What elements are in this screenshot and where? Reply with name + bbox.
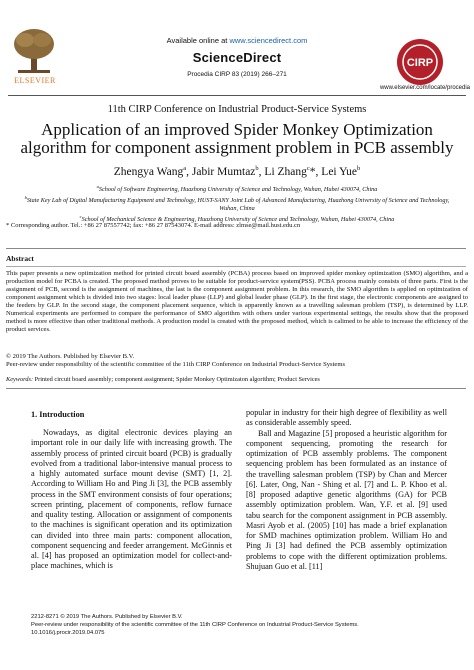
sciencedirect-title: ScienceDirect bbox=[192, 50, 282, 65]
journal-reference: Procedia CIRP 83 (2019) 266–271 bbox=[187, 71, 287, 78]
section-heading: 1. Introduction bbox=[31, 410, 85, 419]
keywords-text: Printed circuit board assembly; component assignment; Spider Monkey Optimizaton algorithm; Product Services bbox=[33, 376, 320, 383]
abstract-heading: Abstract bbox=[6, 254, 34, 263]
sciencedirect-link[interactable]: www.sciencedirect.com bbox=[229, 36, 308, 45]
author-name: Jabir Mumtaz bbox=[191, 165, 256, 178]
author-name: Zhengya Wang bbox=[113, 165, 184, 178]
footer-peer-review: Peer-review under responsibility of the scientific committee of the 11th CIRP Conference on Industrial Product-Service Systems. bbox=[31, 621, 359, 628]
left-column bbox=[31, 428, 232, 572]
paragraph: Nowadays, as digital electronic devices playing an important role in our daily life with increasing growth. The assembly process of printed circuit board (PCB) is gradually evolved from a traditional labor-intensive manual process to a highly automated surface mount devise (SMT) [1, 2]. According to William Ho and Ping Ji [3], the PCB assembly process in the SMT environment consists of four operations; screen printing, placement of components, reflow furnace and quality testing. Allocation or assignment of components to the machines is significant operation and its optimization can divided into three main parts: component allocation, component sequencing and feeder arrangement. McGinnis et al. [4] has proposed an optimization model for collect-and-place machines, which is bbox=[31, 428, 232, 571]
affiliation-item: $^b$State Key Lab of Digital Manufacturing Equipment and Technology, HUST-SANY Joint Lab of Advanced Manufacturing, Huazhong University of Science and Technology, Wuhan, China bbox=[24, 194, 450, 212]
cirp-logo bbox=[396, 38, 444, 86]
paper-title: Application of an improved Spider Monkey Optimization algorithm for component assignment problem in PCB assembly bbox=[20, 120, 454, 157]
footer bbox=[31, 614, 461, 637]
copyright-block bbox=[6, 353, 468, 369]
footer-issn: 2212-8271 © 2019 The Authors. Published by Elsevier B.V. bbox=[31, 614, 183, 620]
author-affil-mark: b bbox=[255, 165, 259, 172]
author-name: Li Zhang bbox=[264, 165, 307, 178]
author-affil-mark: b bbox=[356, 165, 361, 172]
abstract-text: This paper presents a new optimization method for printed circuit board assembly (PCBA) process based on improved spider monkey optimization (SMO) algorithm, and a production model for PCBA is created. The proposed method proves to be suitable for product-service system(PSS). PCBA process mainly consists of three parts. First is the assignment of PCB, second is the assignment of machines, the last is the component assignment problem. In this research, the SMO algorithm is applied on optimization of component assignment which is divided into two stages: local leader phase (LLP) and global leader phase (GLP). In the first stage, the electronic components are assigned to the feeders by GLP. In the second stage, the component placement sequence, which is apparently known as a travelling salesman problem (TSP), is determined by LLP. Numerical experiments are performed to compare the performance of SMO algorithm with others under various experimental settings, the results show that the proposed method is more effective than other traditional methods. A production model is created with the proposed method, which is calimed to be able to increase the efficiency of the product services. bbox=[6, 270, 468, 334]
copyright-line: © 2019 The Authors. Published by Elsevier B.V. bbox=[6, 353, 135, 360]
available-prefix: Available online at bbox=[166, 36, 230, 45]
keywords bbox=[6, 376, 468, 383]
right-column bbox=[246, 408, 447, 572]
cirp-logo-text: CIRP bbox=[406, 57, 434, 69]
divider bbox=[6, 388, 466, 389]
paragraph: Ball and Magazine [5] proposed a heuristic algorithm for component sequencing, promoting the research for optimization of PCB assembly problems. The component sequencing problem has been formulated as an instance of the travelling salesman problem (TSP) by Chan and Mercer [6]. Later, Ong, Nan - Shing et al. [7] and L. P. Khoo et al. [8] proposed adaptive genetic algorithms (GA) for PCB assembly optimization problem. Wan, Y.F. et al. [9] used tabu search for the component assignment in PCB assembly. Masri Ayob et al. (2005) [10] has made a brief explanation for SMD machines optimization problem. William Ho and Ping Ji [3] had defined the PCB assembly optimization problems to cope with the different optimization problems. Shujuan Guo et al. [11] bbox=[246, 428, 447, 571]
paragraph: popular in industry for their high degree of flexibility as well as considerable assembly speed. bbox=[246, 408, 447, 428]
divider bbox=[6, 266, 466, 267]
affiliation-item: $^a$School of Software Engineering, Huazhong University of Science and Technology, Wuhan, Hubei 430074, China bbox=[96, 184, 378, 194]
author-name: Lei Yue bbox=[321, 165, 357, 178]
keywords-label: Keywords: bbox=[6, 376, 34, 383]
author-affil-mark: a bbox=[183, 165, 187, 172]
corresponding-author: * Corresponding author. Tel.: +86 27 87557742; fax: +86 27 87543074. E-mail address: zlmse@mail.hust.edu.cn bbox=[6, 222, 301, 229]
corresponding-star: * bbox=[309, 165, 316, 178]
header-rule bbox=[8, 95, 466, 96]
affiliations bbox=[20, 183, 454, 223]
conference-name: 11th CIRP Conference on Industrial Product-Service Systems bbox=[107, 104, 367, 115]
author-list: Zhengya Wang$^a$, Jabir Mumtaz$^b$, Li Zhang$^c$*, Lei Yue$^b$ bbox=[113, 165, 361, 178]
footer-doi[interactable]: 10.1016/j.procir.2019.04.075 bbox=[31, 629, 105, 636]
divider bbox=[6, 248, 466, 249]
cirp-url[interactable]: www.elsevier.com/locate/procedia bbox=[379, 85, 470, 91]
author-affil-mark: c bbox=[306, 165, 310, 172]
affiliation-item: $^c$School of Mechanical Science & Engineering, Huazhong University of Science and Technology, Wuhan, Hubei 430074, China bbox=[79, 213, 395, 223]
elsevier-wordmark: ELSEVIER bbox=[14, 76, 56, 85]
peer-review-line: Peer-review under responsibility of the scientific committee of the 11th CIRP Conference on Industrial Product-Service Systems bbox=[6, 361, 346, 368]
